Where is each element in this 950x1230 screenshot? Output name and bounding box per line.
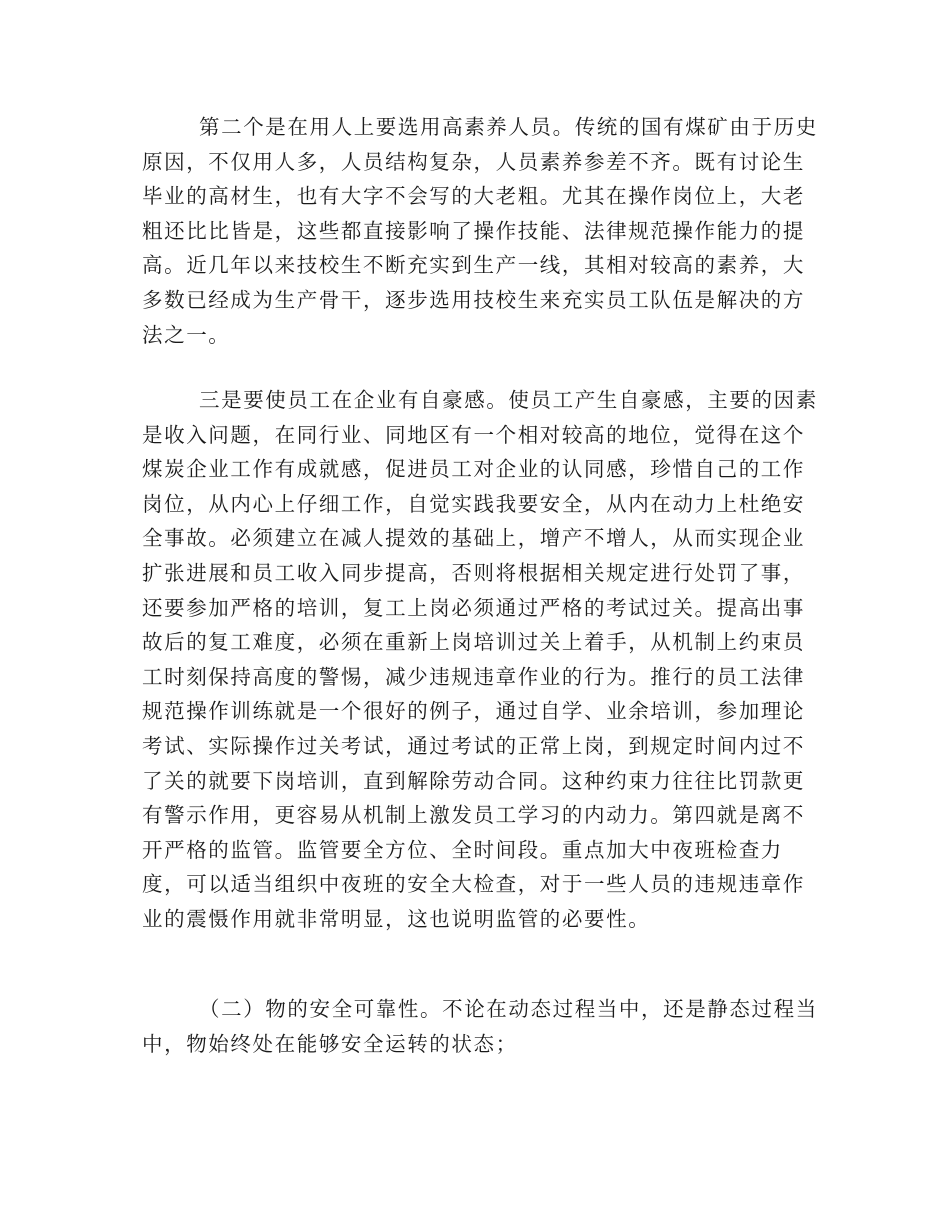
text-line: 有警示作用，更容易从机制上激发员工学习的内动力。第四就是离不 [142,803,805,828]
text-line: 三是要使员工在企业有自豪感。使员工产生自豪感，主要的因素 [199,388,818,412]
text-line: 多数已经成为生产骨干，逐步选用技校生来充实员工队伍是解决的方 [142,287,805,312]
text-line: 了关的就要下岗培训，直到解除劳动合同。这种约束力往往比罚款更 [142,768,805,793]
text-line: （二）物的安全可靠性。不论在动态过程当中，还是静态过程当 [199,997,818,1021]
text-line: 度，可以适当组织中夜班的安全大检查，对于一些人员的违规违章作 [142,872,805,897]
text-line: 是收入问题，在同行业、同地区有一个相对较高的地位，觉得在这个 [142,422,805,447]
text-line: 粗还比比皆是，这些都直接影响了操作技能、法律规范操作能力的提 [142,218,805,243]
text-line: 工时刻保持高度的警惕，减少违规违章作业的行为。推行的员工法律 [142,664,805,689]
text-line: 故后的复工难度，必须在重新上岗培训过关上着手，从机制上约束员 [142,630,805,655]
text-line: 煤炭企业工作有成就感，促进员工对企业的认同感，珍惜自己的工作 [142,457,805,482]
text-line: 第二个是在用人上要选用高素养人员。传统的国有煤矿由于历史 [199,115,818,139]
text-line: 开严格的监管。监管要全方位、全时间段。重点加大中夜班检查力 [142,837,783,862]
text-line: 全事故。必须建立在减人提效的基础上，增产不增人，从而实现企业 [142,526,805,551]
text-line: 还要参加严格的培训，复工上岗必须通过严格的考试过关。提高出事 [142,595,805,620]
text-line: 考试、实际操作过关考试，通过考试的正常上岗，到规定时间内过不 [142,733,805,758]
paragraph-employee-pride [142,383,818,937]
text-line: 规范操作训练就是一个很好的例子，通过自学、业余培训，参加理论 [142,699,805,724]
text-line: 中，物始终处在能够安全运转的状态； [142,1031,518,1056]
text-line: 扩张进展和员工收入同步提高，否则将根据相关规定进行处罚了事， [142,560,805,585]
text-line: 毕业的高材生，也有大字不会写的大老粗。尤其在操作岗位上，大老 [142,184,805,209]
text-line: 高。近几年以来技校生不断充实到生产一线，其相对较高的素养，大 [142,253,805,278]
paragraph-object-safety [142,992,818,1061]
text-line: 原因，不仅用人多，人员结构复杂，人员素养参差不齐。既有讨论生 [142,149,805,174]
text-line: 业的震慑作用就非常明显，这也说明监管的必要性。 [142,906,651,931]
text-line: 法之一。 [142,322,231,347]
paragraph-personnel-quality [142,110,818,352]
text-line: 岗位，从内心上仔细工作，自觉实践我要安全，从内在动力上杜绝安 [142,491,805,516]
